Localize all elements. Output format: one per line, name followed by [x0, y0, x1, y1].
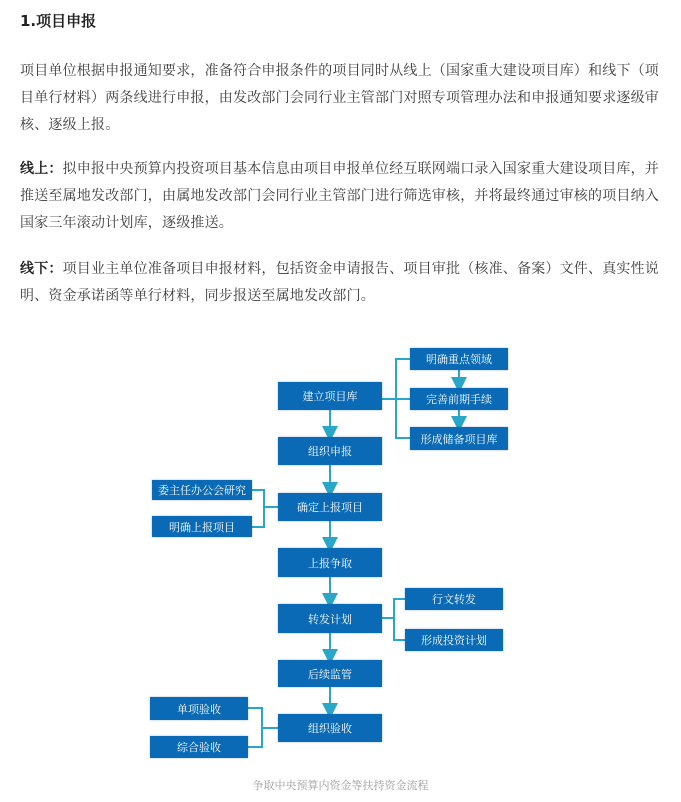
branch-define-submitted-projects: 明确上报项目 — [152, 516, 252, 537]
offline-paragraph — [20, 256, 660, 310]
section-heading: 1.项目申报 — [20, 12, 97, 30]
branch-complete-procedures: 完善前期手续 — [410, 388, 508, 410]
branch-director-meeting: 委主任办公会研究 — [152, 480, 252, 500]
branch-form-reserve-library: 形成储备项目库 — [410, 427, 508, 450]
step-forward-plan: 转发计划 — [278, 604, 382, 633]
step-submit-compete: 上报争取 — [278, 548, 382, 577]
flowchart-caption: 争取中央预算内资金等扶持资金流程 — [252, 779, 429, 792]
step-organize-application: 组织申报 — [278, 437, 382, 465]
offline-text: 项目业主单位准备项目申报材料，包括资金申请报告、项目审批（核准、备案）文件、真实性说明、资金承诺函等单行材料，同步报送至属地发改部门。 — [20, 261, 660, 304]
step-organize-acceptance: 组织验收 — [278, 714, 382, 742]
step-confirm-projects: 确定上报项目 — [278, 493, 382, 521]
branch-issue-document: 行文转发 — [405, 588, 503, 610]
online-text: 拟申报中央预算内投资项目基本信息由项目申报单位经互联网端口录入国家重大建设项目库，并推送至属地发改部门，由属地发改部门会同行业主管部门进行筛选审核，并将最终通过审核的项目纳入国家三年滚动计划库，逐级推送。 — [20, 161, 660, 231]
online-paragraph — [20, 156, 660, 237]
branch-define-key-areas: 明确重点领域 — [410, 348, 508, 370]
step-build-library: 建立项目库 — [278, 382, 382, 410]
online-label: 线上： — [20, 161, 63, 177]
branch-single-acceptance: 单项验收 — [150, 697, 248, 720]
intro-paragraph — [20, 58, 660, 139]
branch-comprehensive-acceptance: 综合验收 — [150, 736, 248, 758]
branch-form-investment-plan: 形成投资计划 — [405, 629, 503, 651]
offline-label: 线下： — [20, 261, 63, 277]
intro-text: 项目单位根据申报通知要求，准备符合申报条件的项目同时从线上（国家重大建设项目库）和线下（项目单行材料）两条线进行申报，由发改部门会同行业主管部门对照专项管理办法和申报通知要求逐级审核、逐级上报。 — [20, 63, 659, 133]
step-follow-up-supervision: 后续监管 — [278, 660, 382, 687]
